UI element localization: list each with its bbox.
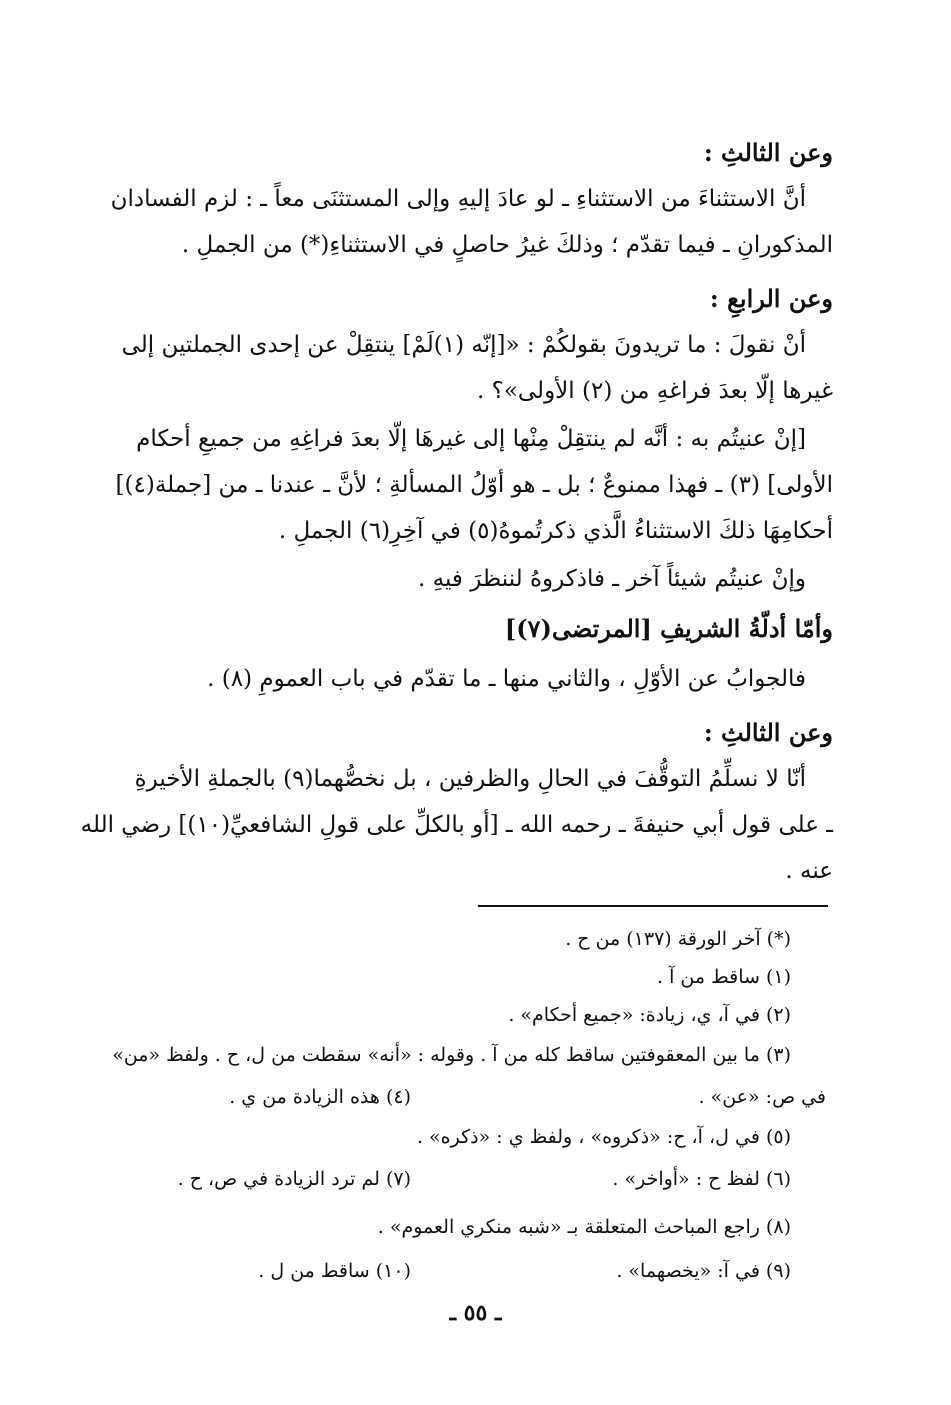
body-line: المذكورانِ ـ فيما تقدّم ؛ وذلكَ غيرُ حاصلٍ في الاستثناءِ(*) من الجملِ . (181, 232, 833, 258)
heading-third-reply-2: وعن الثالثِ : (703, 718, 833, 747)
footnote-3-continued: في ص: «عن» . (698, 1086, 826, 1108)
footnote-4: (٤) هذه الزيادة من ي . (229, 1086, 411, 1108)
footnote-1: (١) ساقط من آ . (657, 966, 791, 988)
body-line: أنّا لا نسلِّمُ التوقُّفَ في الحالِ والظرفين ، بل نخصُّهما(٩) بالجملةِ الأخيرةِ (134, 766, 806, 792)
body-line: عنه . (785, 858, 833, 884)
body-line: أنَّ الاستثناءَ من الاستثناءِ ـ لو عادَ إليهِ وإلى المستثنَى معاً ـ : لزم الفسادان (110, 186, 806, 212)
footnote-7: (٧) لم ترد الزيادة في ص، ح . (177, 1168, 411, 1190)
heading-sharif-proofs: وأمّا أدلّةُ الشريفِ [المرتضى(٧)] (504, 614, 833, 643)
body-line: فالجوابُ عن الأوّلِ ، والثاني منها ـ ما تقدّم في باب العمومِ (٨) . (207, 666, 806, 692)
footnote-separator (478, 905, 828, 907)
body-line: أحكامِهَا ذلكَ الاستثناءُ الَّذي ذكرتُموهُ(٥) في آخِرِ(٦) الجملِ . (278, 518, 833, 544)
heading-third-reply: وعن الثالثِ : (703, 138, 833, 167)
footnote-3: (٣) ما بين المعقوفتين ساقط كله من آ . وقوله : «أنه» سقطت من ل، ح . ولفظ «من» (112, 1044, 791, 1066)
body-line: [إنْ عنيتُم به : أنَّه لم ينتقِلْ مِنْها إلى غيرهَا إلّا بعدَ فراغِهِ من جميعِ أحكام (136, 426, 806, 452)
footnote-star: (*) آخر الورقة (١٣٧) من ح . (565, 928, 791, 950)
body-line: الأولى] (٣) ـ فهذا ممنوعٌ ؛ بل ـ هو أوّلُ المسألةِ ؛ لأنَّ ـ عندنا ـ من [جملة(٤)] (115, 472, 833, 498)
footnote-8: (٨) راجع المباحث المتعلقة بـ «شبه منكري العموم» . (377, 1216, 791, 1238)
body-line: ـ على قول أبي حنيفةَ ـ رحمه الله ـ [أو بالكلِّ على قولِ الشافعيِّ(١٠)] رضي الله (80, 812, 833, 838)
footnote-5: (٥) في ل، آ، ح: «ذكروه» ، ولفظ ي : «ذكره» . (416, 1126, 791, 1148)
body-line: أنْ نقولَ : ما تريدونَ بقولكُمْ : «[إنّه (١)لَمْ] ينتقِلْ عن إحدى الجملتين إلى (121, 332, 806, 358)
body-line: غيرها إلّا بعدَ فراغهِ من (٢) الأولى»؟ . (476, 378, 833, 404)
body-line: وإنْ عنيتُم شيئاً آخر ـ فاذكروهُ لننظرَ فيهِ . (418, 566, 806, 592)
footnote-10: (١٠) ساقط من ل . (258, 1260, 411, 1282)
page-number: ـ ٥٥ ـ (449, 1300, 502, 1326)
heading-fourth-reply: وعن الرابعِ : (709, 284, 833, 313)
footnote-9: (٩) في آ: «يخصهما» . (616, 1260, 791, 1282)
footnote-6: (٦) لفظ ح : «أواخر» . (612, 1168, 791, 1190)
footnote-2: (٢) في آ، ي، زيادة: «جميع أحكام» . (508, 1004, 791, 1026)
